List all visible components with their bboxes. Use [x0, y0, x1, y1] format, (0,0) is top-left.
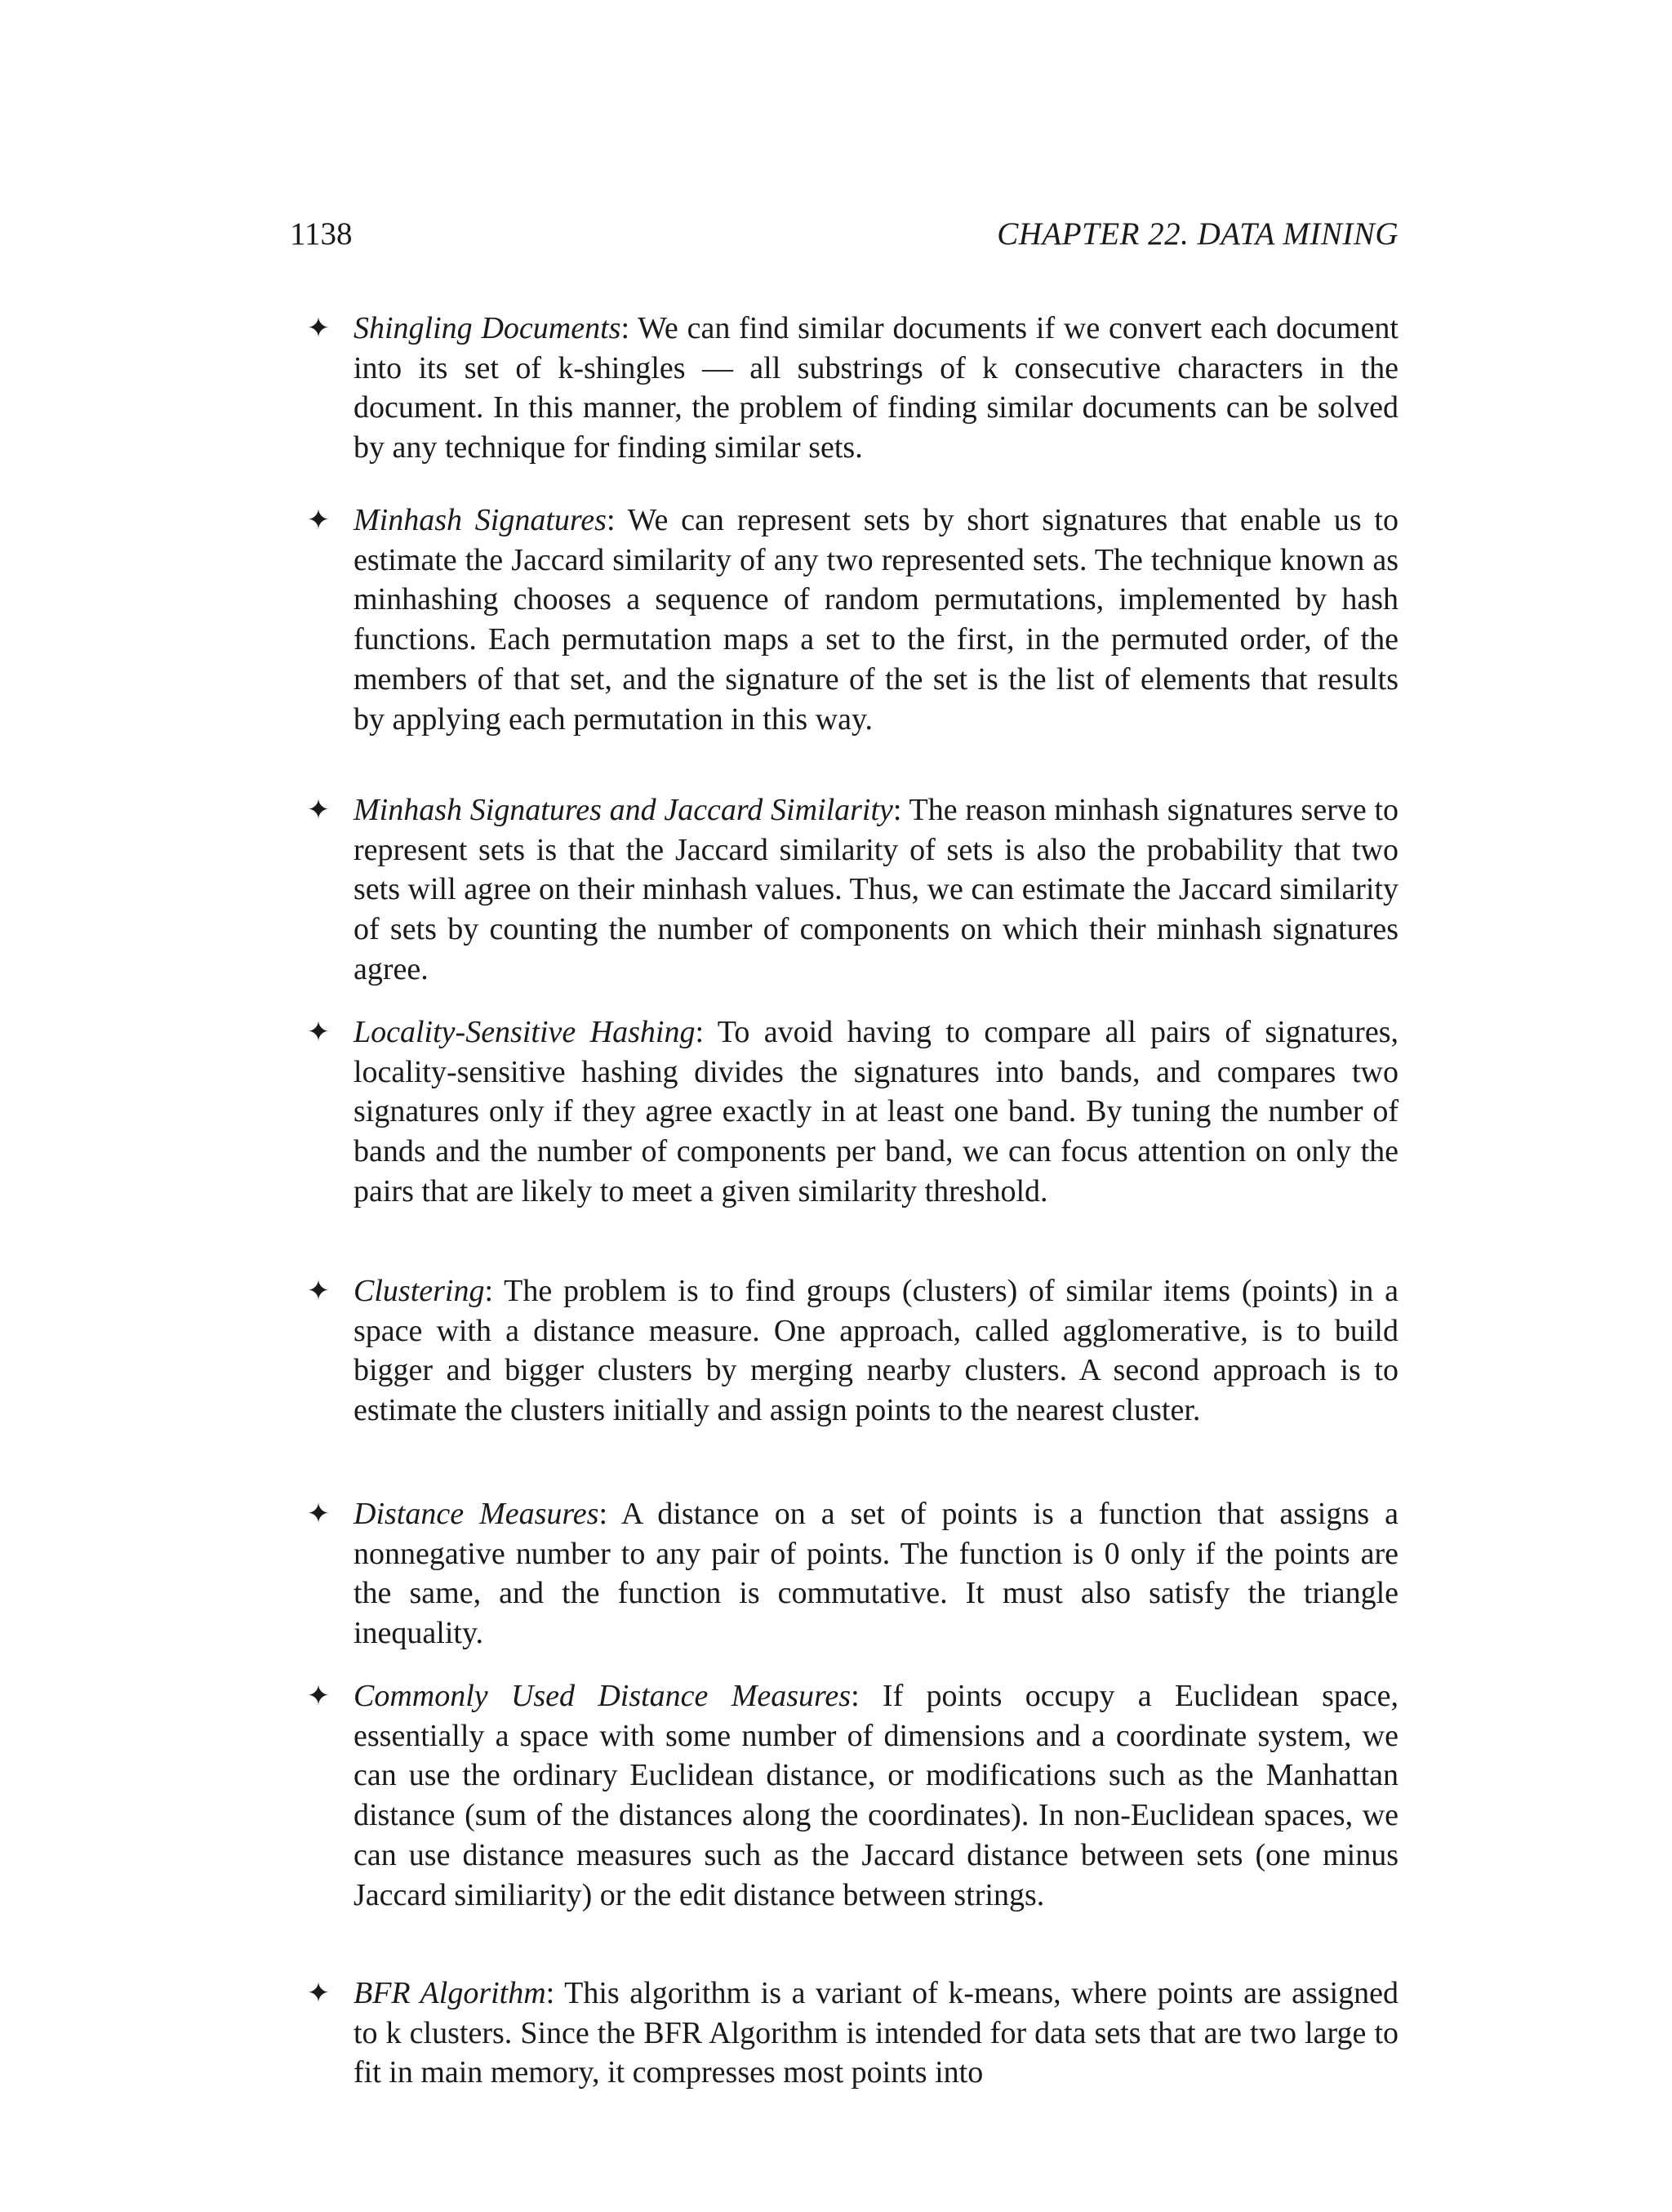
item-term: Distance Measures — [354, 1497, 599, 1531]
item-term: Clustering — [354, 1274, 485, 1308]
four-point-star-bullet-icon: ✦ — [306, 1681, 331, 1711]
summary-item-text — [354, 501, 1399, 739]
item-separator: : — [598, 1497, 621, 1531]
item-body: To avoid having to compare all pairs of signatures, locality-sensitive hashing divides the signatures into bands, and compares two signatures only if they agree exactly in at least one band. By tuning the number of bands and the number of components per band, we can focus attention on only the pairs that are likely to meet a given similarity threshold. — [354, 1015, 1399, 1208]
summary-item-text — [354, 1271, 1399, 1431]
item-separator: : — [851, 1679, 883, 1713]
four-point-star-bullet-icon: ✦ — [306, 795, 331, 826]
item-term: Minhash Signatures and Jaccard Similarity — [354, 793, 893, 827]
page-number: 1138 — [290, 216, 353, 251]
item-separator: : — [484, 1274, 505, 1308]
item-body: This algorithm is a variant of k-means, where points are assigned to k clusters. Since the BFR Algorithm is intended for data sets that are two large to fit in main memory, it compresses most points into — [354, 1976, 1399, 2090]
item-term: Locality-Sensitive Hashing — [354, 1015, 696, 1049]
item-term: Minhash Signatures — [354, 503, 607, 537]
item-separator: : — [695, 1015, 718, 1049]
item-body: We can represent sets by short signatures that enable us to estimate the Jaccard similarity of any two represented sets. The technique known as minhashing chooses a sequence of random permutations, implemented by hash functions. Each permutation maps a set to the first, in the permuted order, of the members of that set, and the signature of the set is the list of elements that results by applying each permutation in this way. — [354, 503, 1399, 737]
item-term: Shingling Documents — [354, 311, 621, 345]
chapter-title: CHAPTER 22. DATA MINING — [997, 216, 1399, 251]
four-point-star-bullet-icon: ✦ — [306, 1978, 331, 2009]
item-body: The problem is to find groups (clusters) of similar items (points) in a space with a distance measure. One approach, called agglomerative, is to build bigger and bigger clusters by merging nearby clusters. A second approach is to estimate the clusters initially and assign points to the nearest cluster. — [354, 1274, 1399, 1428]
summary-item-text — [354, 1494, 1399, 1653]
summary-item-text — [354, 309, 1399, 468]
item-separator: : — [892, 793, 909, 827]
item-body: A distance on a set of points is a function that assigns a nonnegative number to any pair of points. The function is 0 only if the points are the same, and the function is commutative. It must also satisfy the triangle inequality. — [354, 1497, 1399, 1651]
item-body: The reason minhash signatures serve to represent sets is that the Jaccard similarity of sets is also the probability that two sets will agree on their minhash values. Thus, we can estimate the Jaccard similarity of sets by counting the number of components on which their minhash signatures agree. — [354, 793, 1399, 986]
item-separator: : — [606, 503, 628, 537]
four-point-star-bullet-icon: ✦ — [306, 314, 331, 344]
summary-item-text — [354, 790, 1399, 990]
four-point-star-bullet-icon: ✦ — [306, 1017, 331, 1048]
running-head — [290, 214, 1399, 255]
item-term: Commonly Used Distance Measures — [354, 1679, 852, 1713]
item-body: We can find similar documents if we convert each document into its set of k-shingles — all substrings of k consecutive characters in the document. In this manner, the problem of finding similar documents can be solved by any technique for finding similar sets. — [354, 311, 1399, 465]
summary-item-text — [354, 1013, 1399, 1212]
item-body: If points occupy a Euclidean space, essentially a space with some number of dimensions and a coordinate system, we can use the ordinary Euclidean distance, or modifications such as the Manhattan distance (sum of the distances along the coordinates). In non-Euclidean spaces, we can use distance measures such as the Jaccard distance between sets (one minus Jaccard similiarity) or the edit distance between strings. — [354, 1679, 1399, 1912]
four-point-star-bullet-icon: ✦ — [306, 505, 331, 536]
item-separator: : — [545, 1976, 565, 2010]
summary-item-text — [354, 1974, 1399, 2093]
summary-item-text — [354, 1676, 1399, 1915]
item-separator: : — [620, 311, 638, 345]
item-term: BFR Algorithm — [354, 1976, 546, 2010]
four-point-star-bullet-icon: ✦ — [306, 1499, 331, 1529]
four-point-star-bullet-icon: ✦ — [306, 1276, 331, 1306]
